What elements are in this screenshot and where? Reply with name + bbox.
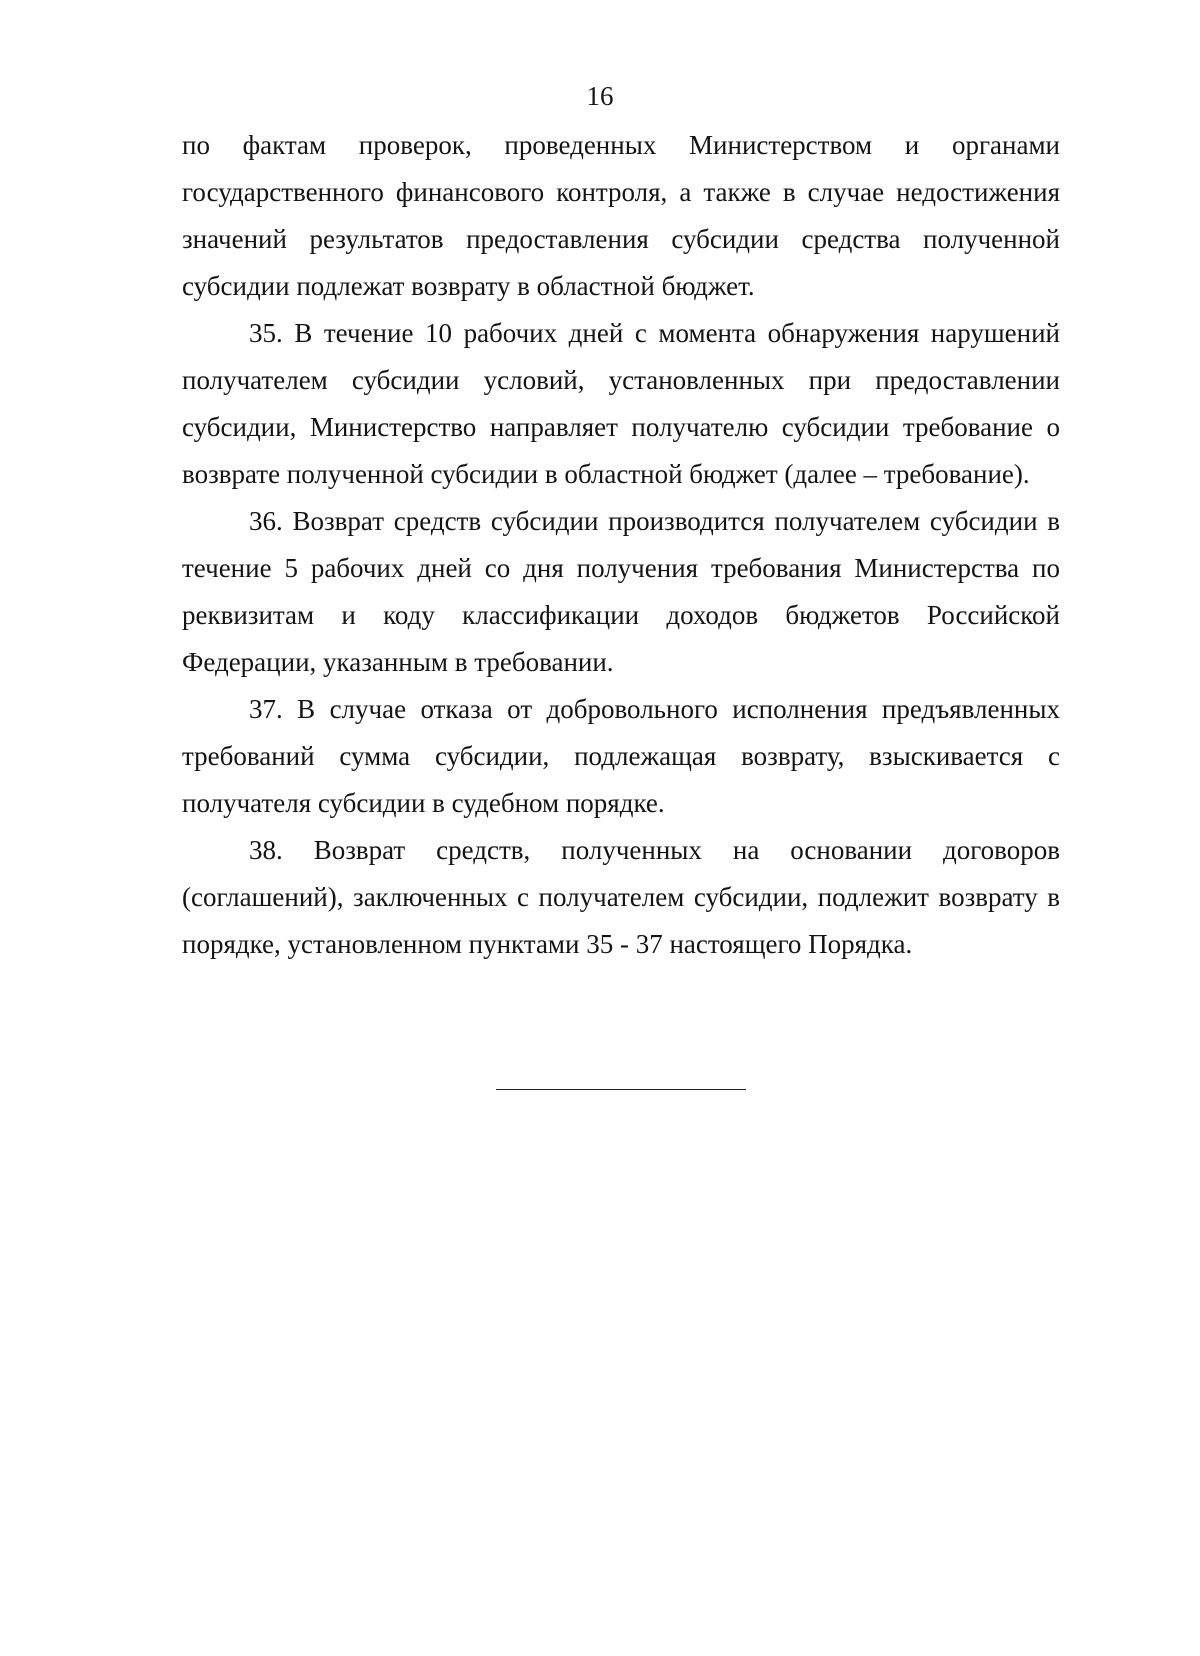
- paragraph-38: 38. Возврат средств, полученных на основании договоров (соглашений), заключенных с получателем субсидии, подлежит возврату в порядке, установленном пунктами 35 - 37 настоящего Порядка.: [182, 835, 1060, 959]
- page-number: 16: [586, 81, 614, 111]
- paragraph-continuation: по фактам проверок, проведенных Министерством и органами государственного финансового контроля, а также в случае недостижения значений результатов предоставления субсидии средства полученной субсидии подлежат возврату в областной бюджет.: [182, 130, 1060, 301]
- end-of-document-rule: [496, 1089, 746, 1090]
- body-text: [182, 122, 1060, 968]
- paragraph-36: 36. Возврат средств субсидии производится получателем субсидии в течение 5 рабочих дней со дня получения требования Министерства по реквизитам и коду классификации доходов бюджетов Российской Федерации, указанным в требовании.: [182, 506, 1060, 677]
- paragraph-35: 35. В течение 10 рабочих дней с момента обнаружения нарушений получателем субсидии условий, установленных при предоставлении субсидии, Министерство направляет получателю субсидии требование о возврате полученной субсидии в областной бюджет (далее – требование).: [182, 318, 1060, 489]
- paragraph-37: 37. В случае отказа от добровольного исполнения предъявленных требований сумма субсидии, подлежащая возврату, взыскивается с получателя субсидии в судебном порядке.: [182, 694, 1060, 818]
